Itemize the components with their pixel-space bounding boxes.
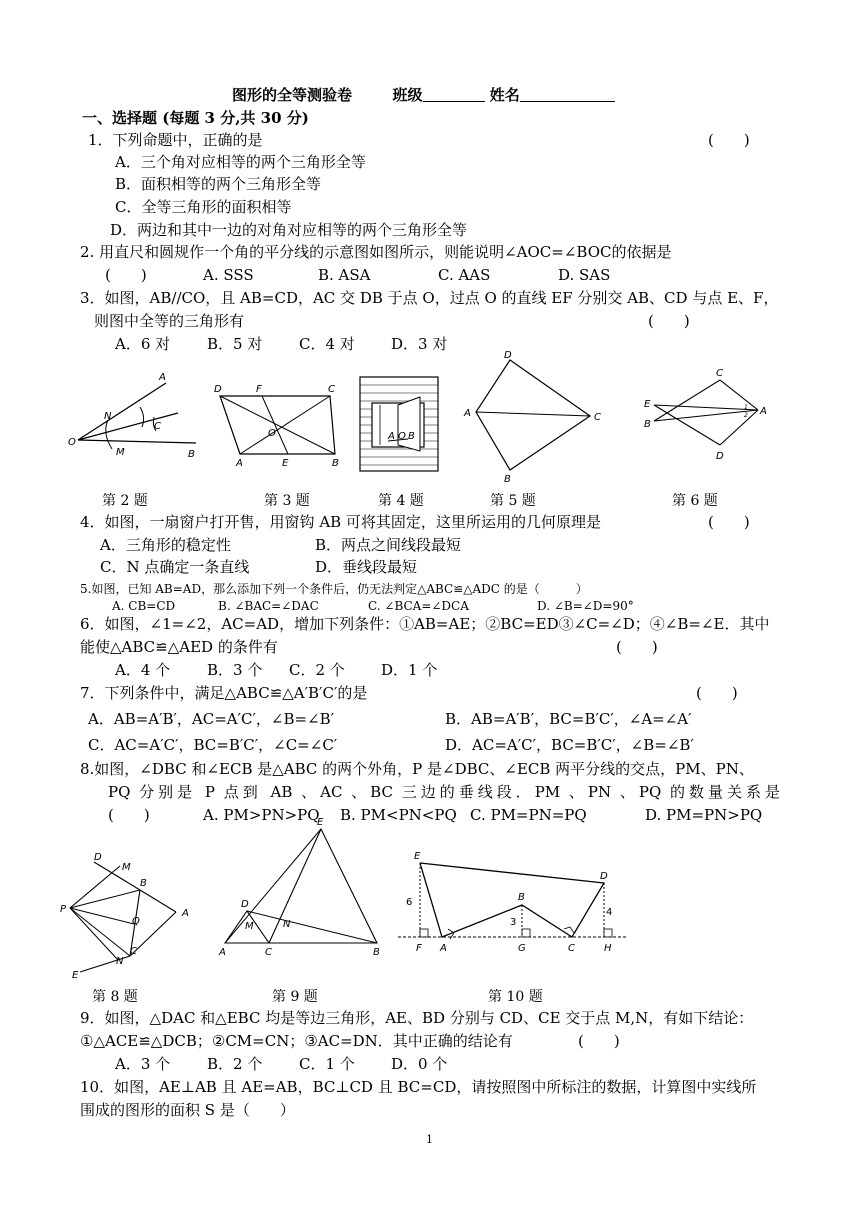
q1-stem: 1．下列命题中，正确的是 <box>88 131 263 149</box>
f10-label-3: 3 <box>510 917 517 928</box>
f6-label-e: E <box>644 399 651 410</box>
f3-label-b: B <box>332 458 339 469</box>
q3-option-c: C．4 对 <box>299 335 355 353</box>
caption-fig10: 第 10 题 <box>488 989 543 1005</box>
f10-label-f: F <box>416 943 422 954</box>
figure-q10 <box>392 845 632 970</box>
q9-stem-line1: 9．如图，△DAC 和△EBC 均是等边三角形，AE、BD 分别与 CD、CE 交于点 M,N，有如下结论： <box>80 1009 754 1027</box>
name-blank <box>520 86 615 102</box>
q6-option-b: B．3 个 <box>207 661 263 679</box>
q8-option-b: B. PM<PN<PQ <box>340 806 457 824</box>
caption-fig8: 第 8 题 <box>92 989 138 1005</box>
f9-label-d: D <box>241 899 249 910</box>
q5-option-b: B. ∠BAC=∠DAC <box>218 599 319 613</box>
q4-option-c: C．N 点确定一条直线 <box>100 558 250 576</box>
f9-label-c: C <box>265 947 272 958</box>
figure-q4 <box>358 375 440 475</box>
f8-label-n: N <box>116 956 124 967</box>
f10-label-d: D <box>600 871 608 882</box>
caption-fig5: 第 5 题 <box>490 493 536 509</box>
f5-label-b: B <box>504 474 511 485</box>
q5-option-c: C. ∠BCA=∠DCA <box>368 599 469 613</box>
q3-answer-paren: ( ) <box>648 312 690 330</box>
q8-option-c: C. PM=PN=PQ <box>470 806 587 824</box>
q2-option-d: D. SAS <box>558 266 611 284</box>
q3-option-a: A．6 对 <box>115 335 171 353</box>
q2-option-c: C. AAS <box>438 266 491 284</box>
q8-stem-line2: PQ 分别是 P 点到 AB 、AC 、BC 三边的垂线段．PM 、PN 、PQ 的数量关系是 <box>108 783 780 801</box>
f9-label-e: E <box>317 817 324 828</box>
q9-option-d: D．0 个 <box>391 1055 448 1073</box>
q9-option-c: C．1 个 <box>299 1055 355 1073</box>
f8-label-m: M <box>122 862 131 873</box>
q7-stem: 7．下列条件中，满足△ABC≌△A′B′C′的是 <box>80 684 368 702</box>
class-blank <box>423 86 485 102</box>
name-label: 姓名 <box>489 86 520 104</box>
f4-label-b: B <box>408 431 415 442</box>
f10-label-h: H <box>604 943 612 954</box>
q8-option-a: A. PM>PN>PQ <box>203 806 320 824</box>
q3-option-b: B．5 对 <box>207 335 263 353</box>
q7-option-c: C．AC=A′C′，BC=B′C′，∠C=∠C′ <box>88 736 338 754</box>
exam-title: 图形的全等测验卷 <box>232 86 353 104</box>
q6-option-d: D．1 个 <box>381 661 438 679</box>
q1-answer-paren: ( ) <box>708 131 750 149</box>
caption-fig4: 第 4 题 <box>378 493 424 509</box>
q3-stem-line2: 则图中全等的三角形有 <box>94 312 245 330</box>
f8-label-e: E <box>72 970 79 981</box>
q5-option-a: A. CB=CD <box>112 599 176 613</box>
q1-option-a: A．三个角对应相等的两个三角形全等 <box>115 153 366 171</box>
figure-q2 <box>66 365 206 465</box>
f6-label-c: C <box>716 368 723 379</box>
f6-label-b: B <box>644 419 651 430</box>
q1-option-d: D．两边和其中一边的对角对应相等的两个三角形全等 <box>110 221 468 239</box>
f6-label-1: 1 <box>744 404 748 411</box>
f8-label-p: P <box>60 904 67 915</box>
q9-stem-line2: ①△ACE≌△DCB；②CM=CN；③AC=DN．其中正确的结论有 <box>80 1032 513 1050</box>
q5-stem: 5.如图，已知 AB=AD，那么添加下列一个条件后，仍无法判定△ABC≌△ADC 的是（ ） <box>80 582 588 596</box>
q6-option-c: C．2 个 <box>289 661 345 679</box>
q7-option-a: A．AB=A′B′，AC=A′C′，∠B=∠B′ <box>88 710 335 728</box>
f6-label-a: A <box>760 406 767 417</box>
f2-label-b: B <box>188 449 195 460</box>
page-number: 1 <box>426 1133 433 1146</box>
q6-stem-line2: 能使△ABC≌△AED 的条件有 <box>80 638 278 656</box>
f3-label-c: C <box>328 384 335 395</box>
f2-label-n: N <box>104 411 112 422</box>
q8-option-d: D. PM=PN>PQ <box>645 806 763 824</box>
caption-fig3: 第 3 题 <box>264 493 310 509</box>
f10-label-6: 6 <box>406 897 413 908</box>
f10-label-4: 4 <box>606 907 613 918</box>
figure-q8 <box>60 850 205 980</box>
f3-label-o: O <box>268 428 276 439</box>
q6-answer-paren: ( ) <box>616 638 658 656</box>
f5-label-a: A <box>464 408 471 419</box>
q3-option-d: D．3 对 <box>391 335 448 353</box>
q8-answer-paren: ( ) <box>108 806 150 824</box>
f6-label-2: 2 <box>744 412 748 419</box>
q2-stem: 2. 用直尺和圆规作一个角的平分线的示意图如图所示，则能说明∠AOC=∠BOC的依据是 <box>80 243 672 261</box>
f4-label-o: O <box>398 431 406 442</box>
caption-fig9: 第 9 题 <box>272 989 318 1005</box>
q2-answer-paren: ( ) <box>105 266 147 284</box>
caption-fig6: 第 6 题 <box>672 493 718 509</box>
q10-stem-line2: 围成的图形的面积 S 是（ ） <box>80 1101 295 1119</box>
q6-option-a: A．4 个 <box>115 661 171 679</box>
f10-label-c: C <box>568 943 575 954</box>
page-title <box>232 85 615 105</box>
f3-label-a: A <box>236 458 243 469</box>
q4-option-b: B．两点之间线段最短 <box>315 536 462 554</box>
q7-option-d: D．AC=A′C′，BC=B′C′，∠B=∠B′ <box>445 736 694 754</box>
f8-label-a: A <box>182 908 189 919</box>
figure-q6 <box>640 365 775 465</box>
f6-label-d: D <box>716 451 724 462</box>
figure-q5 <box>458 350 608 485</box>
q10-stem-line1: 10．如图，AE⊥AB 且 AE=AB，BC⊥CD 且 BC=CD，请按照图中所标注的数据，计算图中实线所 <box>80 1078 757 1096</box>
q3-stem-line1: 3．如图，AB//CO，且 AB=CD，AC 交 DB 于点 O，过点 O 的直线 EF 分别交 AB、CD 与点 E、F， <box>80 289 779 307</box>
q1-option-c: C．全等三角形的面积相等 <box>115 198 292 216</box>
f2-label-o: O <box>68 437 76 448</box>
f8-label-d: D <box>94 852 102 863</box>
figure-q9 <box>213 815 388 958</box>
q4-option-a: A．三角形的稳定性 <box>100 536 231 554</box>
figure-q3 <box>210 378 345 468</box>
f9-label-m: M <box>245 921 254 932</box>
class-label: 班级 <box>392 86 423 104</box>
f10-label-g: G <box>518 943 526 954</box>
f9-label-a: A <box>219 947 226 958</box>
q1-option-b: B．面积相等的两个三角形全等 <box>115 175 322 193</box>
f5-label-d: D <box>504 350 512 361</box>
f10-label-e: E <box>414 851 421 862</box>
q4-option-d: D．垂线段最短 <box>315 558 418 576</box>
q4-stem: 4．如图，一扇窗户打开售，用窗钩 AB 可将其固定，这里所运用的几何原理是 <box>80 513 601 531</box>
f8-label-c: C <box>130 946 137 957</box>
f9-label-n: N <box>283 919 291 930</box>
q4-answer-paren: ( ) <box>708 513 750 531</box>
q7-option-b: B．AB=A′B′，BC=B′C′，∠A=∠A′ <box>445 710 692 728</box>
q7-answer-paren: ( ) <box>696 684 738 702</box>
f8-label-b: B <box>140 878 147 889</box>
f8-label-q: Q <box>132 916 140 927</box>
q2-option-a: A. SSS <box>203 266 254 284</box>
q8-stem-line1: 8.如图，∠DBC 和∠ECB 是△ABC 的两个外角，P 是∠DBC、∠ECB 两平分线的交点，PM、PN、 <box>80 760 754 778</box>
q9-option-b: B．2 个 <box>207 1055 263 1073</box>
f2-label-m: M <box>116 447 125 458</box>
f3-label-d: D <box>214 384 222 395</box>
f3-label-e: E <box>282 458 289 469</box>
section-heading: 一、选择题 (每题 3 分,共 30 分) <box>82 109 309 127</box>
f10-label-a: A <box>440 943 447 954</box>
f9-label-b: B <box>373 947 380 958</box>
f4-label-a: A <box>388 431 395 442</box>
f2-label-a: A <box>159 372 166 383</box>
q9-option-a: A．3 个 <box>115 1055 171 1073</box>
caption-fig2: 第 2 题 <box>102 493 148 509</box>
q2-option-b: B. ASA <box>318 266 371 284</box>
f2-label-c: C <box>154 421 161 432</box>
f5-label-c: C <box>594 412 601 423</box>
q9-answer-paren: ( ) <box>578 1032 620 1050</box>
f10-label-b: B <box>518 892 525 903</box>
f3-label-f: F <box>256 384 262 395</box>
q5-option-d: D. ∠B=∠D=90° <box>537 599 634 613</box>
q6-stem-line1: 6．如图，∠1=∠2，AC=AD，增加下列条件：①AB=AE；②BC=ED③∠C=∠D；④∠B=∠E．其中 <box>80 615 770 633</box>
